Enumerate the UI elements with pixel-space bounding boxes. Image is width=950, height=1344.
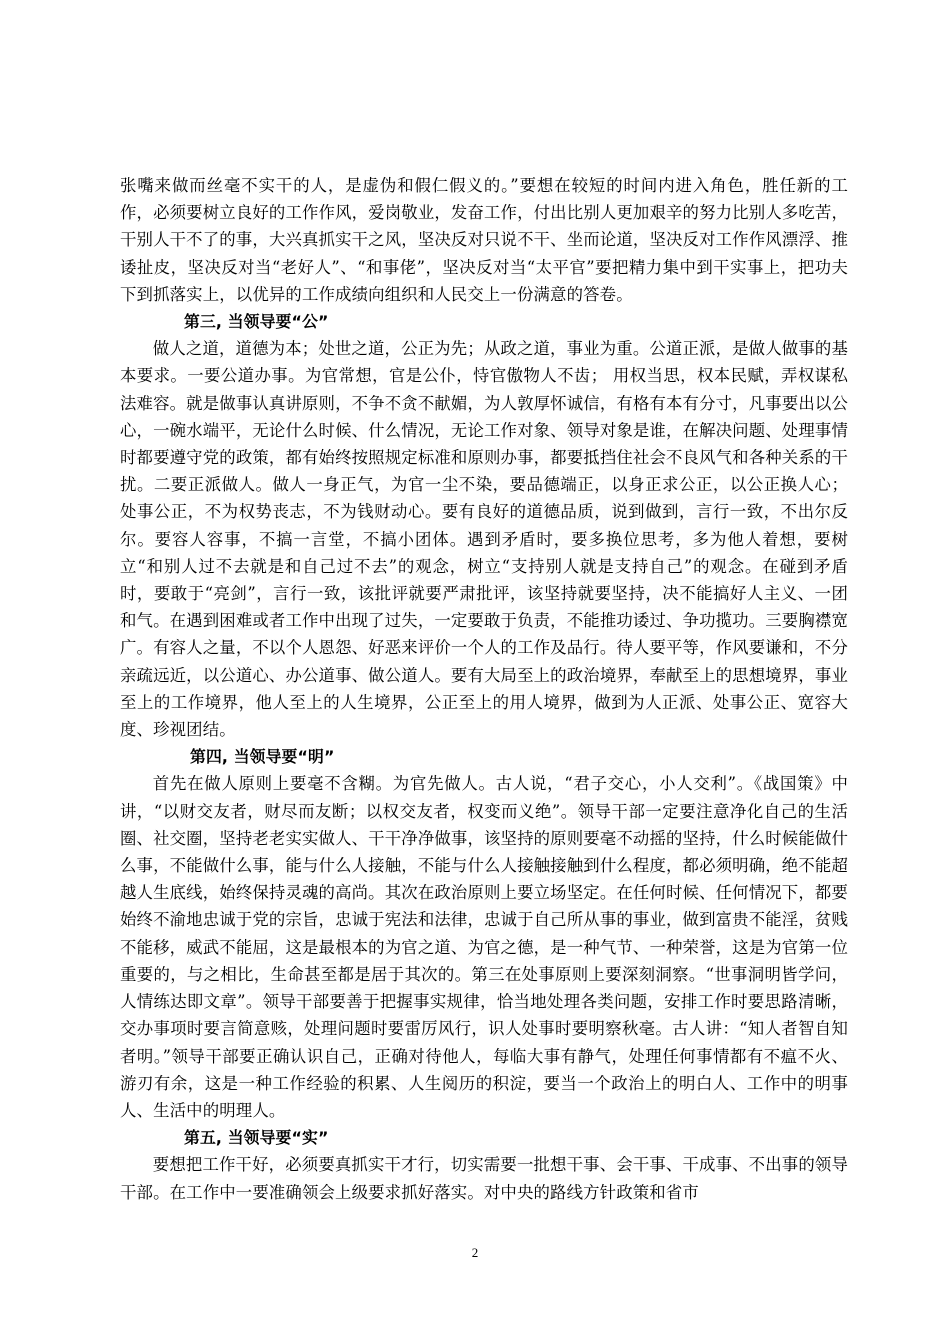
section-heading-gong: 第三, 当领导要“公”: [184, 312, 329, 332]
paragraph: 张嘴来做而丝毫不实干的人，是虚伪和假仁假义的。”要想在较短的时间内进入角色，胜任新的工作，必须要树立良好的工作作风，爱岗敬业，发奋工作，付出比别人更加艰辛的努力比别人多吃苦，干别人干不了的事，大兴真抓实干之风，坚决反对只说不干、坐而论道，坚决反对工作作风漂浮、推诿扯皮，坚决反对当“老好人”、“和事佬”，坚决反对当“太平官”要把精力集中到干实事上，把功夫下到抓落实上，以优异的工作成绩向组织和人民交上一份满意的答卷。: [120, 176, 848, 304]
paragraph: 做人之道，道德为本；处世之道，公正为先；从政之道，事业为重。公道正派，是做人做事的基本要求。一要公道办事。为官常想，官是公仆，恃官傲物人不齿； 用权当思，权本民赋，弄权谋私法难容。就是做事认真讲原则，不争不贪不献媚，为人敦厚怀诚信，有格有本有分寸，凡事要出以公心，一碗水端平，无论什么时候、什么情况，无论工作对象、领导对象是谁，在解决问题、处理事情时都要遵守党的政策，都有始终按照规定标准和原则办事，都要抵挡住社会不良风气和各种关系的干扰。二要正派做人。做人一身正气，为官一尘不染，要品德端正，以身正求公正，以公正换人心； 处事公正，不为权势丧志，不为钱财动心。要有良好的道德品质，说到做到，言行一致，不出尔反尔。要容人容事，不搞一言堂，不搞小团体。遇到矛盾时，要多换位思考，多为他人着想，要树立“和别人过不去就是和自己过不去”的观念，树立“支持别人就是支持自己”的观念。在碰到矛盾时，要敢于“亮剑”，言行一致，该批评就要严肃批评，该坚持就要坚持，决不能搞好人主义、一团和气。在遇到困难或者工作中出现了过失，一定要敢于负责，不能推功诿过、争功揽功。三要胸襟宽广。有容人之量，不以个人恩怨、好恶来评价一个人的工作及品行。待人要平等，作风要谦和，不分亲疏远近，以公道心、办公道事、做公道人。要有大局至上的政治境界，奉献至上的思想境界，事业至上的工作境界，他人至上的人生境界，公正至上的用人境界，做到为人正派、处事公正、宽容大度、珍视团结。: [120, 339, 848, 740]
section-heading-ming: 第四, 当领导要“明”: [190, 747, 335, 767]
paragraph: 要想把工作干好，必须要真抓实干才行，切实需要一批想干事、会干事、干成事、不出事的领导干部。在工作中一要准确领会上级要求抓好落实。对中央的路线方针政策和省市: [120, 1155, 848, 1202]
page-number: 2: [471, 1245, 479, 1260]
document-body: [120, 172, 848, 1206]
paragraph: 首先在做人原则上要毫不含糊。为官先做人。古人说，“君子交心，小人交利”。《战国策》中讲，“以财交友者，财尽而友断；以权交友者，权变而义绝”。领导干部一定要注意净化自己的生活圈、社交圈，坚持老老实实做人、干干净净做事，该坚持的原则要毫不动摇的坚持，什么时候能做什么事，不能做什么事，能与什么人接触，不能与什么人接触接触到什么程度，都必须明确，绝不能超越人生底线，始终保持灵魂的高尚。其次在政治原则上要立场坚定。在任何时候、任何情况下，都要始终不渝地忠诚于党的宗旨，忠诚于宪法和法律，忠诚于自己所从事的事业，做到富贵不能淫，贫贱不能移，威武不能屈，这是最根本的为官之道、为官之德，是一种气节、一种荣誉，这是为官第一位重要的，与之相比，生命甚至都是居于其次的。第三在处事原则上要深刻洞察。“世事洞明皆学问，人情练达即文章”。领导干部要善于把握事实规律，恰当地处理各类问题，安排工作时要思路清晰，交办事项时要言简意赅，处理问题时要雷厉风行，识人处事时要明察秋毫。古人讲：“知人者智自知者明。”领导干部要正确认识自己，正确对待他人，每临大事有静气，处理任何事情都有不瘟不火、游刃有余，这是一种工作经验的积累、人生阅历的积淀，要当一个政治上的明白人、工作中的明事人、生活中的明理人。: [120, 774, 848, 1120]
section-heading-shi: 第五, 当领导要“实”: [184, 1128, 329, 1148]
